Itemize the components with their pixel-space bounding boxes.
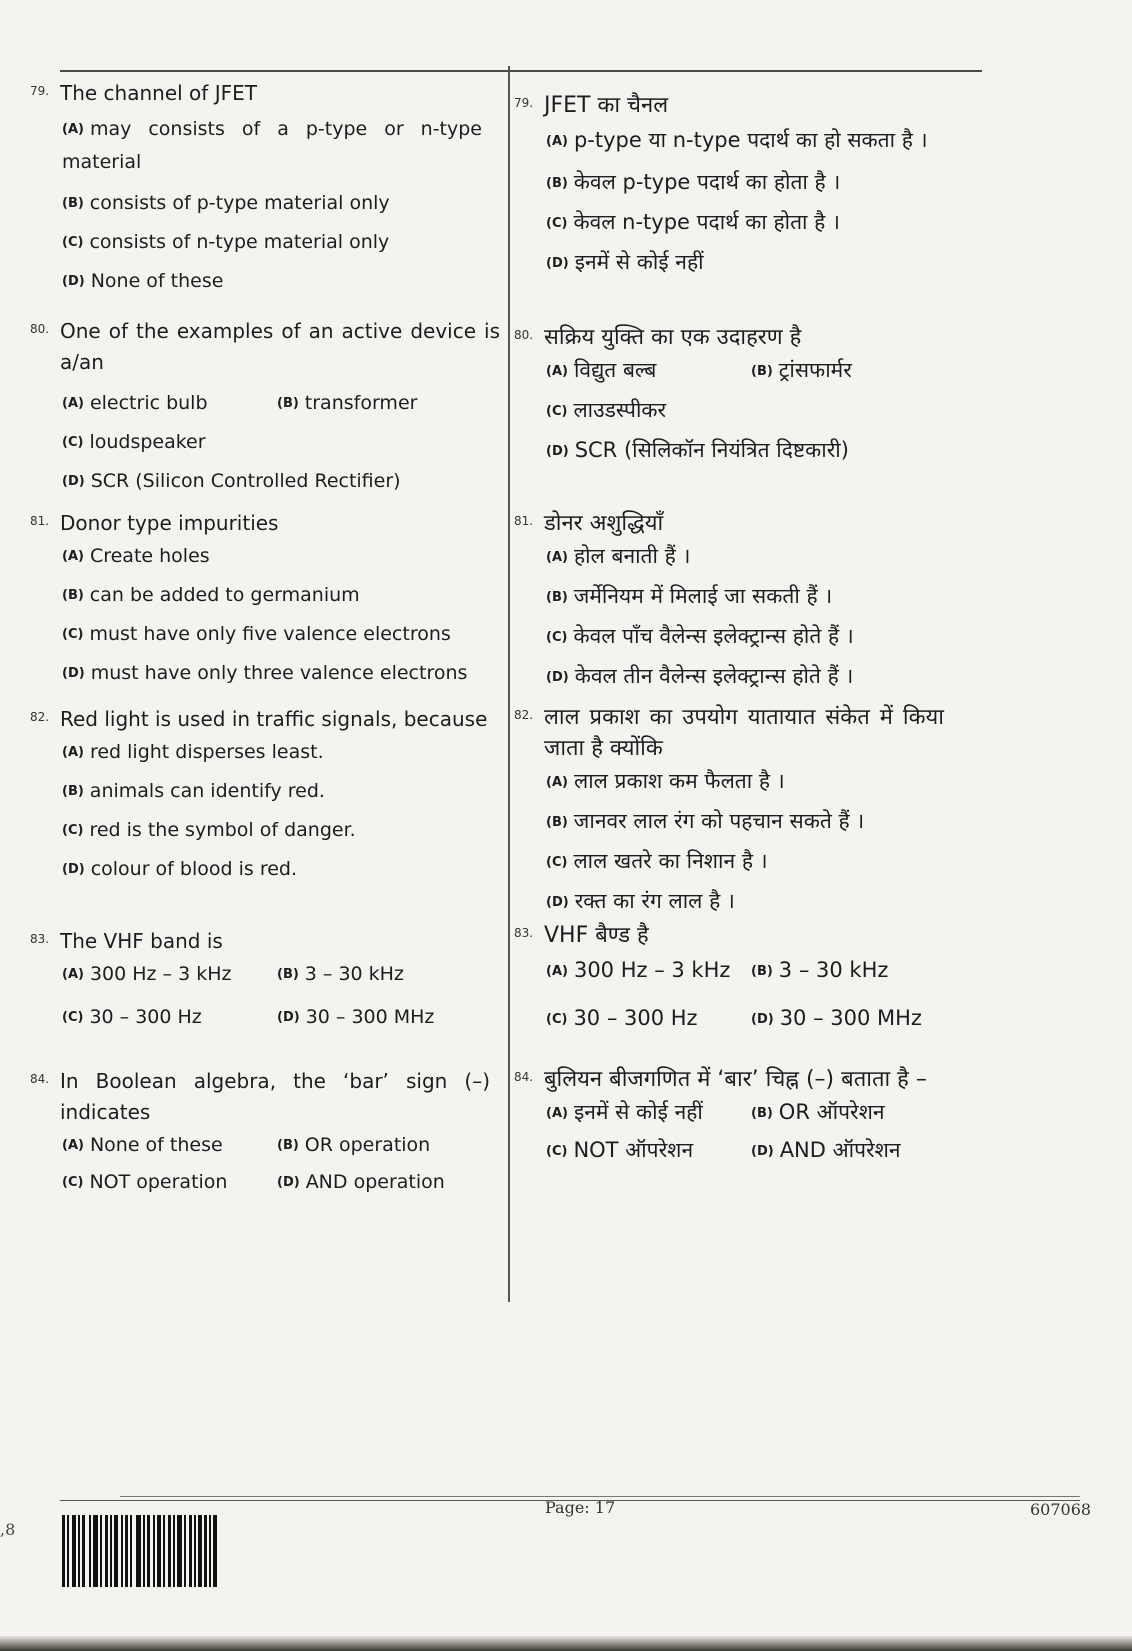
option-c: (C) केवल n-type पदार्थ का होता है । <box>546 210 840 234</box>
option-c: (C) NOT ऑपरेशन <box>546 1138 694 1162</box>
question-text: In Boolean algebra, the ‘bar’ sign (–) indicates <box>60 1069 490 1124</box>
option-b: (B) 3 – 30 kHz <box>751 958 889 982</box>
option-a: (A) None of these <box>62 1134 223 1156</box>
question-84-hi <box>514 1064 984 1165</box>
question-80-hi <box>514 322 984 465</box>
question-number: 83. <box>514 926 534 940</box>
option-c: (C) लाल खतरे का निशान है । <box>546 849 768 873</box>
question-text: सक्रिय युक्ति का एक उदाहरण है <box>544 325 802 350</box>
option-b: (B) केवल p-type पदार्थ का होता है । <box>546 170 841 194</box>
option-b: (B) OR ऑपरेशन <box>751 1100 885 1124</box>
question-81-hi <box>514 508 984 691</box>
option-d: (D) colour of blood is red. <box>62 858 297 880</box>
option-b: (B) transformer <box>277 392 418 414</box>
question-number: 82. <box>514 708 534 722</box>
option-c: (C) consists of n-type material only <box>62 231 390 253</box>
option-b: (B) OR operation <box>277 1134 431 1156</box>
option-d: (D) None of these <box>62 270 224 292</box>
option-d: (D) इनमें से कोई नहीं <box>546 250 704 274</box>
option-d: (D) SCR (सिलिकॉन नियंत्रित दिष्टकारी) <box>546 438 849 462</box>
question-number: 82. <box>30 710 50 724</box>
option-c: (C) 30 – 300 Hz <box>546 1006 698 1030</box>
question-83-hi <box>514 920 984 1033</box>
question-81-en <box>30 508 500 687</box>
option-d: (D) must have only three valence electrons <box>62 662 468 684</box>
barcode-icon <box>62 1515 252 1587</box>
question-84-en <box>30 1066 500 1196</box>
top-rule <box>60 70 982 72</box>
question-number: 83. <box>30 932 50 946</box>
question-text: बुलियन बीजगणित में ‘बार’ चिह्न (–) बताता है – <box>544 1067 927 1092</box>
page-number: Page: 17 <box>545 1498 616 1517</box>
question-number: 80. <box>514 328 534 342</box>
option-a: (A) 300 Hz – 3 kHz <box>546 958 731 982</box>
question-number: 79. <box>514 96 534 110</box>
question-text: लाल प्रकाश का उपयोग यातायात संकेत में किया जाता है क्योंकि <box>544 705 944 761</box>
option-b: (B) can be added to germanium <box>62 584 360 606</box>
question-number: 84. <box>514 1070 534 1084</box>
option-b: (B) जर्मेनियम में मिलाई जा सकती हैं । <box>546 584 833 608</box>
option-a: (A) electric bulb <box>62 392 208 414</box>
question-text: VHF बैण्ड है <box>544 923 649 948</box>
option-c: (C) NOT operation <box>62 1171 228 1193</box>
question-text: The VHF band is <box>60 929 223 953</box>
option-b: (B) 3 – 30 kHz <box>277 963 404 985</box>
option-d: (D) SCR (Silicon Controlled Rectifier) <box>62 470 401 492</box>
option-a: (A) लाल प्रकाश कम फैलता है । <box>546 769 785 793</box>
option-b: (B) consists of p-type material only <box>62 192 390 214</box>
option-b: (B) animals can identify red. <box>62 780 325 802</box>
question-82-en <box>30 704 500 883</box>
question-text: The channel of JFET <box>60 81 257 105</box>
option-c: (C) केवल पाँच वैलेन्स इलेक्ट्रान्स होते हैं । <box>546 624 854 648</box>
question-number: 81. <box>514 514 534 528</box>
photo-edge <box>0 1636 1132 1651</box>
option-a: (A) 300 Hz – 3 kHz <box>62 963 232 985</box>
option-a: (A) होल बनाती हैं । <box>546 544 691 568</box>
question-79-en <box>30 78 500 295</box>
question-80-en <box>30 316 500 495</box>
option-b: (B) जानवर लाल रंग को पहचान सकते हैं । <box>546 809 865 833</box>
column-divider <box>508 66 510 1302</box>
question-text: JFET का चैनल <box>544 93 669 118</box>
question-text: डोनर अशुद्धियाँ <box>544 511 664 536</box>
question-82-hi <box>514 702 984 916</box>
option-a: (A) red light disperses least. <box>62 741 324 763</box>
question-number: 81. <box>30 514 50 528</box>
margin-mark: ,8 <box>0 1520 16 1539</box>
option-c: (C) loudspeaker <box>62 431 206 453</box>
question-number: 84. <box>30 1072 50 1086</box>
option-d: (D) AND operation <box>277 1171 445 1193</box>
question-79-hi <box>514 90 984 277</box>
question-83-en <box>30 926 500 1031</box>
question-text: Red light is used in traffic signals, because <box>60 707 488 731</box>
question-text: One of the examples of an active device is a/an <box>60 319 500 374</box>
option-c: (C) लाउडस्पीकर <box>546 398 667 422</box>
question-text: Donor type impurities <box>60 511 279 535</box>
option-b: (B) ट्रांसफार्मर <box>751 358 852 382</box>
option-a: (A) p-type या n-type पदार्थ का हो सकता है । <box>546 128 928 152</box>
option-c: (C) 30 – 300 Hz <box>62 1006 202 1028</box>
footer-rule <box>120 1496 1080 1497</box>
option-d: (D) केवल तीन वैलेन्स इलेक्ट्रान्स होते हैं । <box>546 664 854 688</box>
option-a: (A) विद्युत बल्ब <box>546 358 657 382</box>
option-d: (D) 30 – 300 MHz <box>751 1006 922 1030</box>
option-c: (C) must have only five valence electrons <box>62 623 451 645</box>
option-a: (A) may consists of a p-type or n-type material <box>62 118 482 173</box>
paper-code: 607068 <box>1030 1500 1092 1519</box>
option-d: (D) रक्त का रंग लाल है । <box>546 889 735 913</box>
option-d: (D) AND ऑपरेशन <box>751 1138 901 1162</box>
question-number: 79. <box>30 84 50 98</box>
option-d: (D) 30 – 300 MHz <box>277 1006 435 1028</box>
option-a: (A) इनमें से कोई नहीं <box>546 1100 703 1124</box>
question-number: 80. <box>30 322 50 336</box>
option-c: (C) red is the symbol of danger. <box>62 819 356 841</box>
option-a: (A) Create holes <box>62 545 210 567</box>
